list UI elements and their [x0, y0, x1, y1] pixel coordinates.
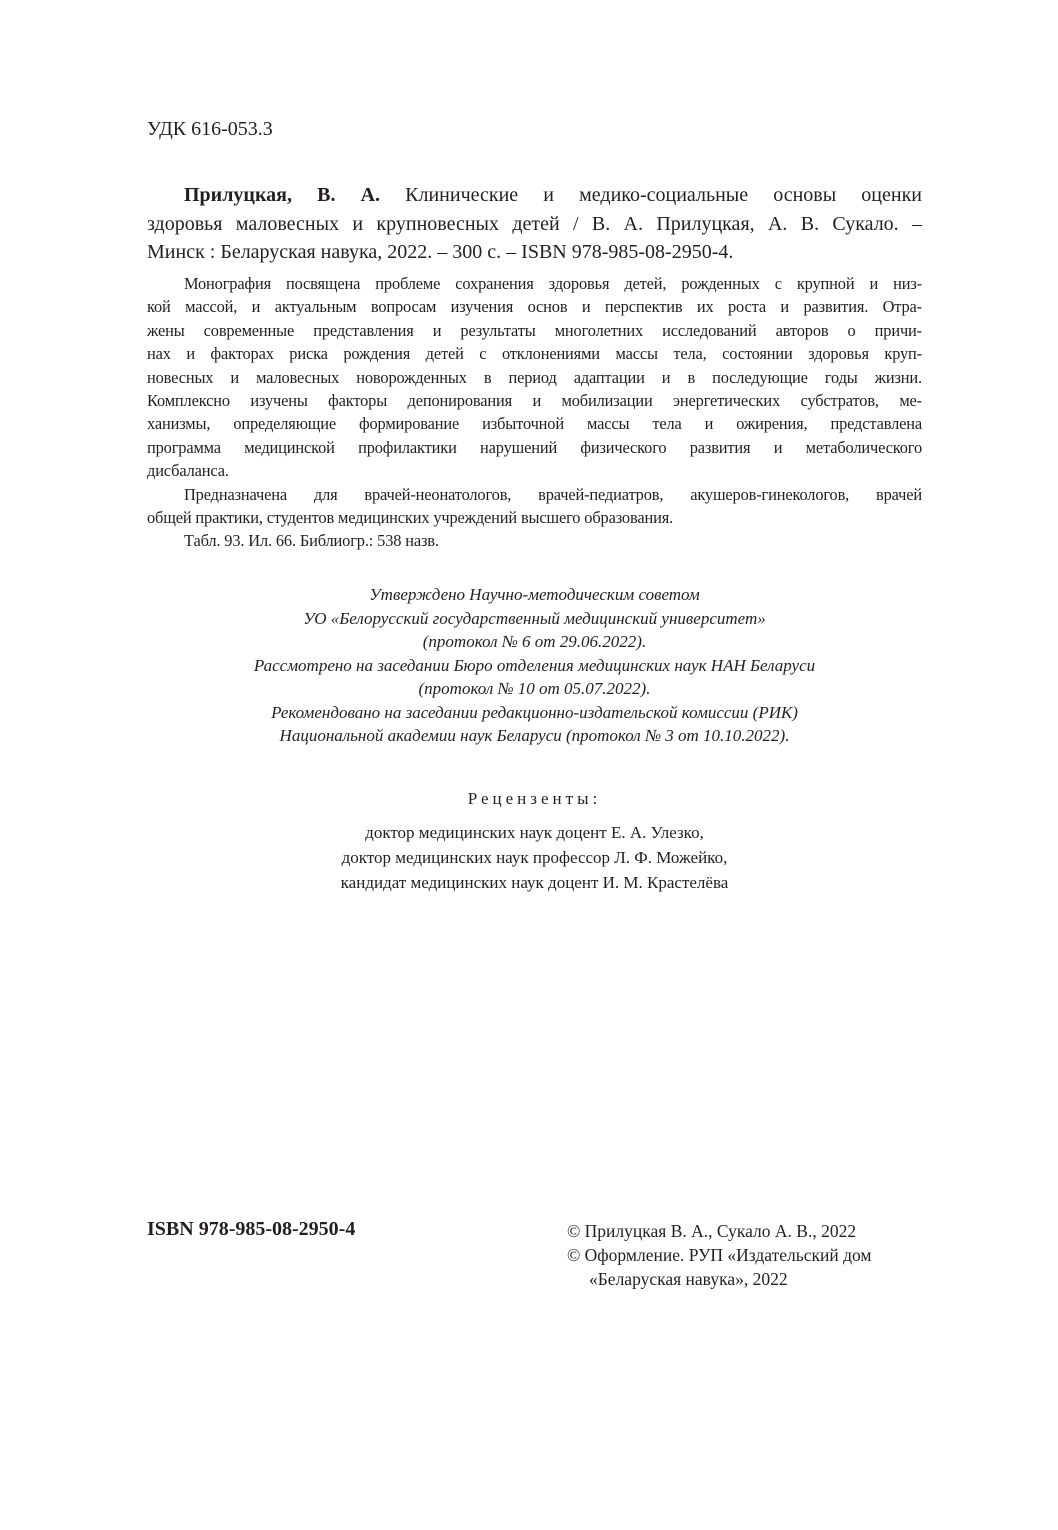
reviewers-heading: Рецензенты:: [467, 789, 602, 808]
abstract-line: Монография посвящена проблеме сохранения здоровья детей, рожденных с крупной и низ-: [184, 274, 922, 293]
abstract-line: новесных и маловесных новорожденных в период адаптации и в последующие годы жизни.: [147, 367, 922, 387]
bibliographic-record: [147, 181, 922, 267]
approval-line: Рассмотрено на заседании Бюро отделения медицинских наук НАН Беларуси: [253, 655, 816, 675]
reviewer: кандидат медицинских наук доцент И. М. Крастелёва: [340, 873, 729, 892]
reviewer: доктор медицинских наук профессор Л. Ф. Можейко,: [341, 848, 728, 867]
abstract-line: дисбаланса.: [147, 461, 229, 481]
copyright-line: © Прилуцкая В. А., Сукало А. В., 2022: [567, 1221, 857, 1241]
reviewers-list: [147, 820, 922, 895]
approval-line: УО «Белорусский государственный медицинский университет»: [303, 608, 766, 628]
abstract-line: кой массой, и актуальным вопросам изучения основ и перспектив их роста и развития. Отра-: [147, 297, 922, 317]
copyright: [567, 1219, 872, 1291]
abstract: [147, 272, 922, 553]
reviewer: доктор медицинских наук доцент Е. А. Улезко,: [365, 823, 704, 842]
copyright-line: © Оформление. РУП «Издательский дом: [567, 1245, 872, 1265]
approval-line: (протокол № 6 от 29.06.2022).: [422, 632, 647, 651]
bib-line: [147, 181, 922, 210]
bib-line: здоровья маловесных и крупновесных детей / В. А. Прилуцкая, А. В. Сукало. –: [147, 212, 922, 235]
isbn: ISBN 978-985-08-2950-4: [147, 1218, 356, 1240]
abstract-line: нах и факторах риска рождения детей с отклонениями массы тела, состоянии здоровья круп-: [147, 344, 922, 364]
approval-line: Рекомендовано на заседании редакционно-издательской комиссии (РИК): [271, 702, 798, 722]
bib-line: Минск : Беларуская навука, 2022. – 300 с. – ISBN 978-985-08-2950-4.: [147, 241, 734, 263]
copyright-line: «Беларуская навука», 2022: [589, 1269, 788, 1289]
abstract-line: ханизмы, определяющие формирование избыточной массы тела и ожирения, представлена: [147, 414, 922, 434]
bib-author: Прилуцкая, В. А.: [184, 184, 381, 206]
abstract-line: программа медицинской профилактики нарушений физического развития и метаболического: [147, 437, 922, 457]
udk-code: УДК 616-053.3: [147, 118, 273, 140]
approval-line: Национальной академии наук Беларуси (протокол № 3 от 10.10.2022).: [279, 726, 790, 745]
audience-line: Предназначена для врачей-неонатологов, врачей-педиатров, акушеров-гинекологов, врачей: [184, 484, 922, 504]
approval-line: Утверждено Научно-методическим советом: [369, 585, 700, 604]
approval-notes: [147, 583, 922, 748]
abstract-line: жены современные представления и результаты многолетних исследований авторов о причи-: [147, 320, 922, 340]
audience-line: общей практики, студентов медицинских учреждений высшего образования.: [147, 507, 674, 527]
bib-title-start: Клинические и медико-социальные основы оценки: [380, 184, 922, 206]
stats-line: Табл. 93. Ил. 66. Библиогр.: 538 назв.: [184, 531, 439, 551]
approval-line: (протокол № 10 от 05.07.2022).: [418, 679, 651, 698]
abstract-line: Комплексно изучены факторы депонирования и мобилизации энергетических субстратов, ме-: [147, 390, 922, 410]
